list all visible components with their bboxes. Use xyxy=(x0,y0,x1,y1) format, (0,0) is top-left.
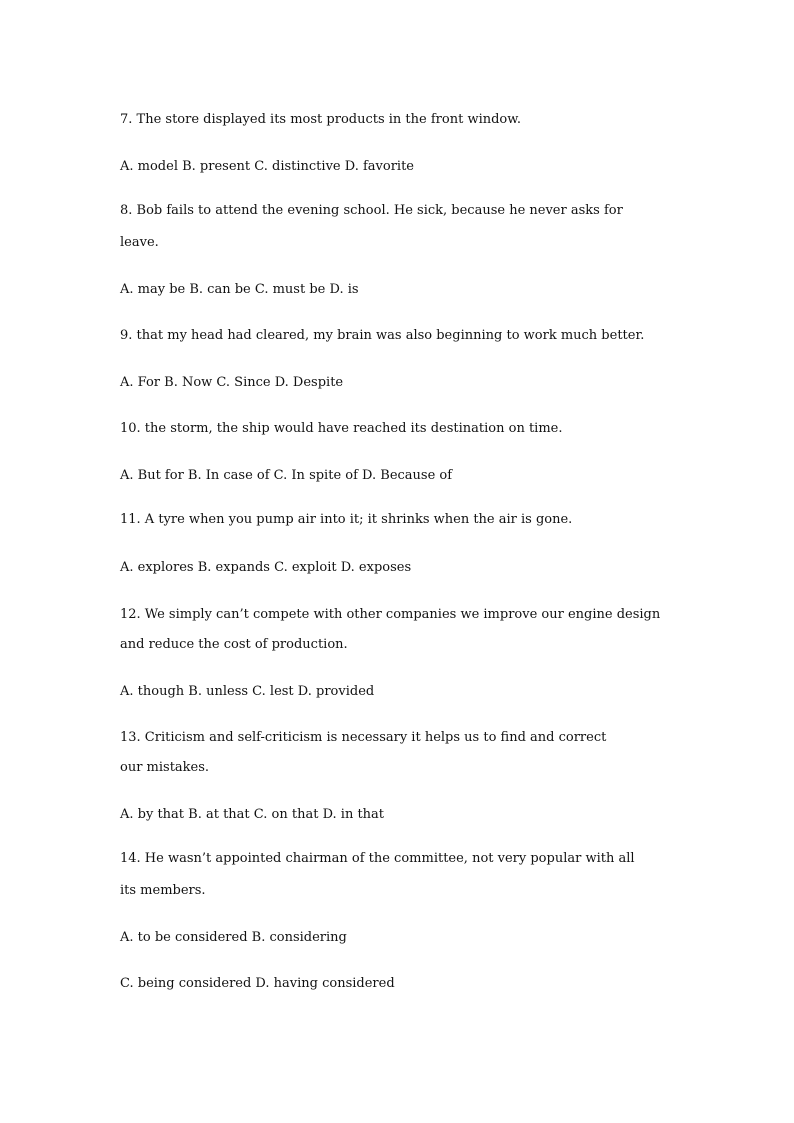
question-8-stem-continued: leave. xyxy=(120,235,159,250)
question-9-options: A. For B. Now C. Since D. Despite xyxy=(120,375,344,390)
question-10-options: A. But for B. In case of C. In spite of D. Because of xyxy=(120,468,453,483)
question-13-stem-continued: our mistakes. xyxy=(120,760,210,775)
question-10-stem: 10. the storm, the ship would have reached its destination on time. xyxy=(120,421,563,436)
question-14-options-row-1: A. to be considered B. considering xyxy=(120,930,347,945)
question-13-stem: 13. Criticism and self-criticism is necessary it helps us to find and correct xyxy=(120,730,607,745)
question-12-stem-continued: and reduce the cost of production. xyxy=(120,637,348,652)
question-14-options-row-2: C. being considered D. having considered xyxy=(120,976,395,991)
question-8-options: A. may be B. can be C. must be D. is xyxy=(120,282,359,297)
question-7-options: A. model B. present C. distinctive D. favorite xyxy=(120,159,414,174)
question-14-stem: 14. He wasn’t appointed chairman of the committee, not very popular with all xyxy=(120,851,635,866)
question-7-stem: 7. The store displayed its most products in the front window. xyxy=(120,112,521,127)
question-13-options: A. by that B. at that C. on that D. in that xyxy=(120,807,385,822)
question-11-stem: 11. A tyre when you pump air into it; it shrinks when the air is gone. xyxy=(120,512,573,527)
question-11-options: A. explores B. expands C. exploit D. exposes xyxy=(120,560,412,575)
question-14-stem-continued: its members. xyxy=(120,883,206,898)
question-9-stem: 9. that my head had cleared, my brain was also beginning to work much better. xyxy=(120,328,645,343)
question-12-stem: 12. We simply can’t compete with other companies we improve our engine design xyxy=(120,607,661,622)
question-8-stem: 8. Bob fails to attend the evening school. He sick, because he never asks for xyxy=(120,203,623,218)
question-12-options: A. though B. unless C. lest D. provided xyxy=(120,684,375,699)
